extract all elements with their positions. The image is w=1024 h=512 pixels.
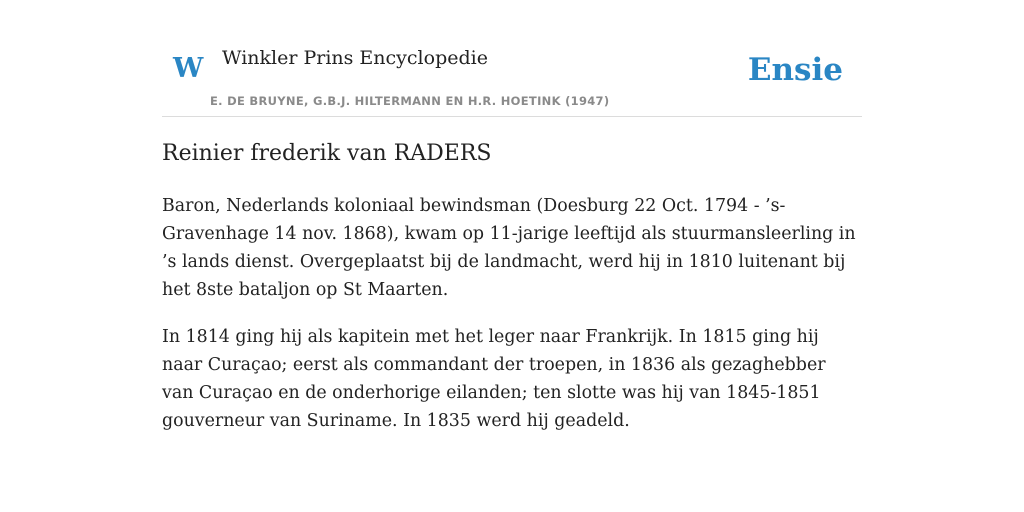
article	[162, 138, 862, 435]
article-paragraph: Baron, Nederlands koloniaal bewindsman (Doesburg 22 Oct. 1794 - ’s-Gravenhage 14 nov. 1868), kwam op 11-jarige leeftijd als stuurmansleerling in ’s lands dienst. Overgeplaatst bij de landmacht, werd hij in 1810 luitenant bij het 8ste bataljon op St Maarten.	[162, 196, 856, 300]
winkler-prins-logo[interactable]: W	[173, 53, 204, 84]
source-authors: E. DE BRUYNE, G.B.J. HILTERMANN EN H.R. HOETINK (1947)	[210, 94, 610, 108]
ensie-logo-link[interactable]: Ensie	[747, 52, 843, 88]
source-header	[162, 0, 862, 117]
article-paragraph: In 1814 ging hij als kapitein met het leger naar Frankrijk. In 1815 ging hij naar Curaçao; eerst als commandant der troepen, in 1836 als gezaghebber van Curaçao en de onderhorige eilanden; ten slotte was hij van 1845-1851 gouverneur van Suriname. In 1835 werd hij geadeld.	[162, 327, 826, 431]
article-title: Reinier frederik van RADERS	[162, 141, 492, 166]
source-title[interactable]: Winkler Prins Encyclopedie	[222, 47, 488, 69]
